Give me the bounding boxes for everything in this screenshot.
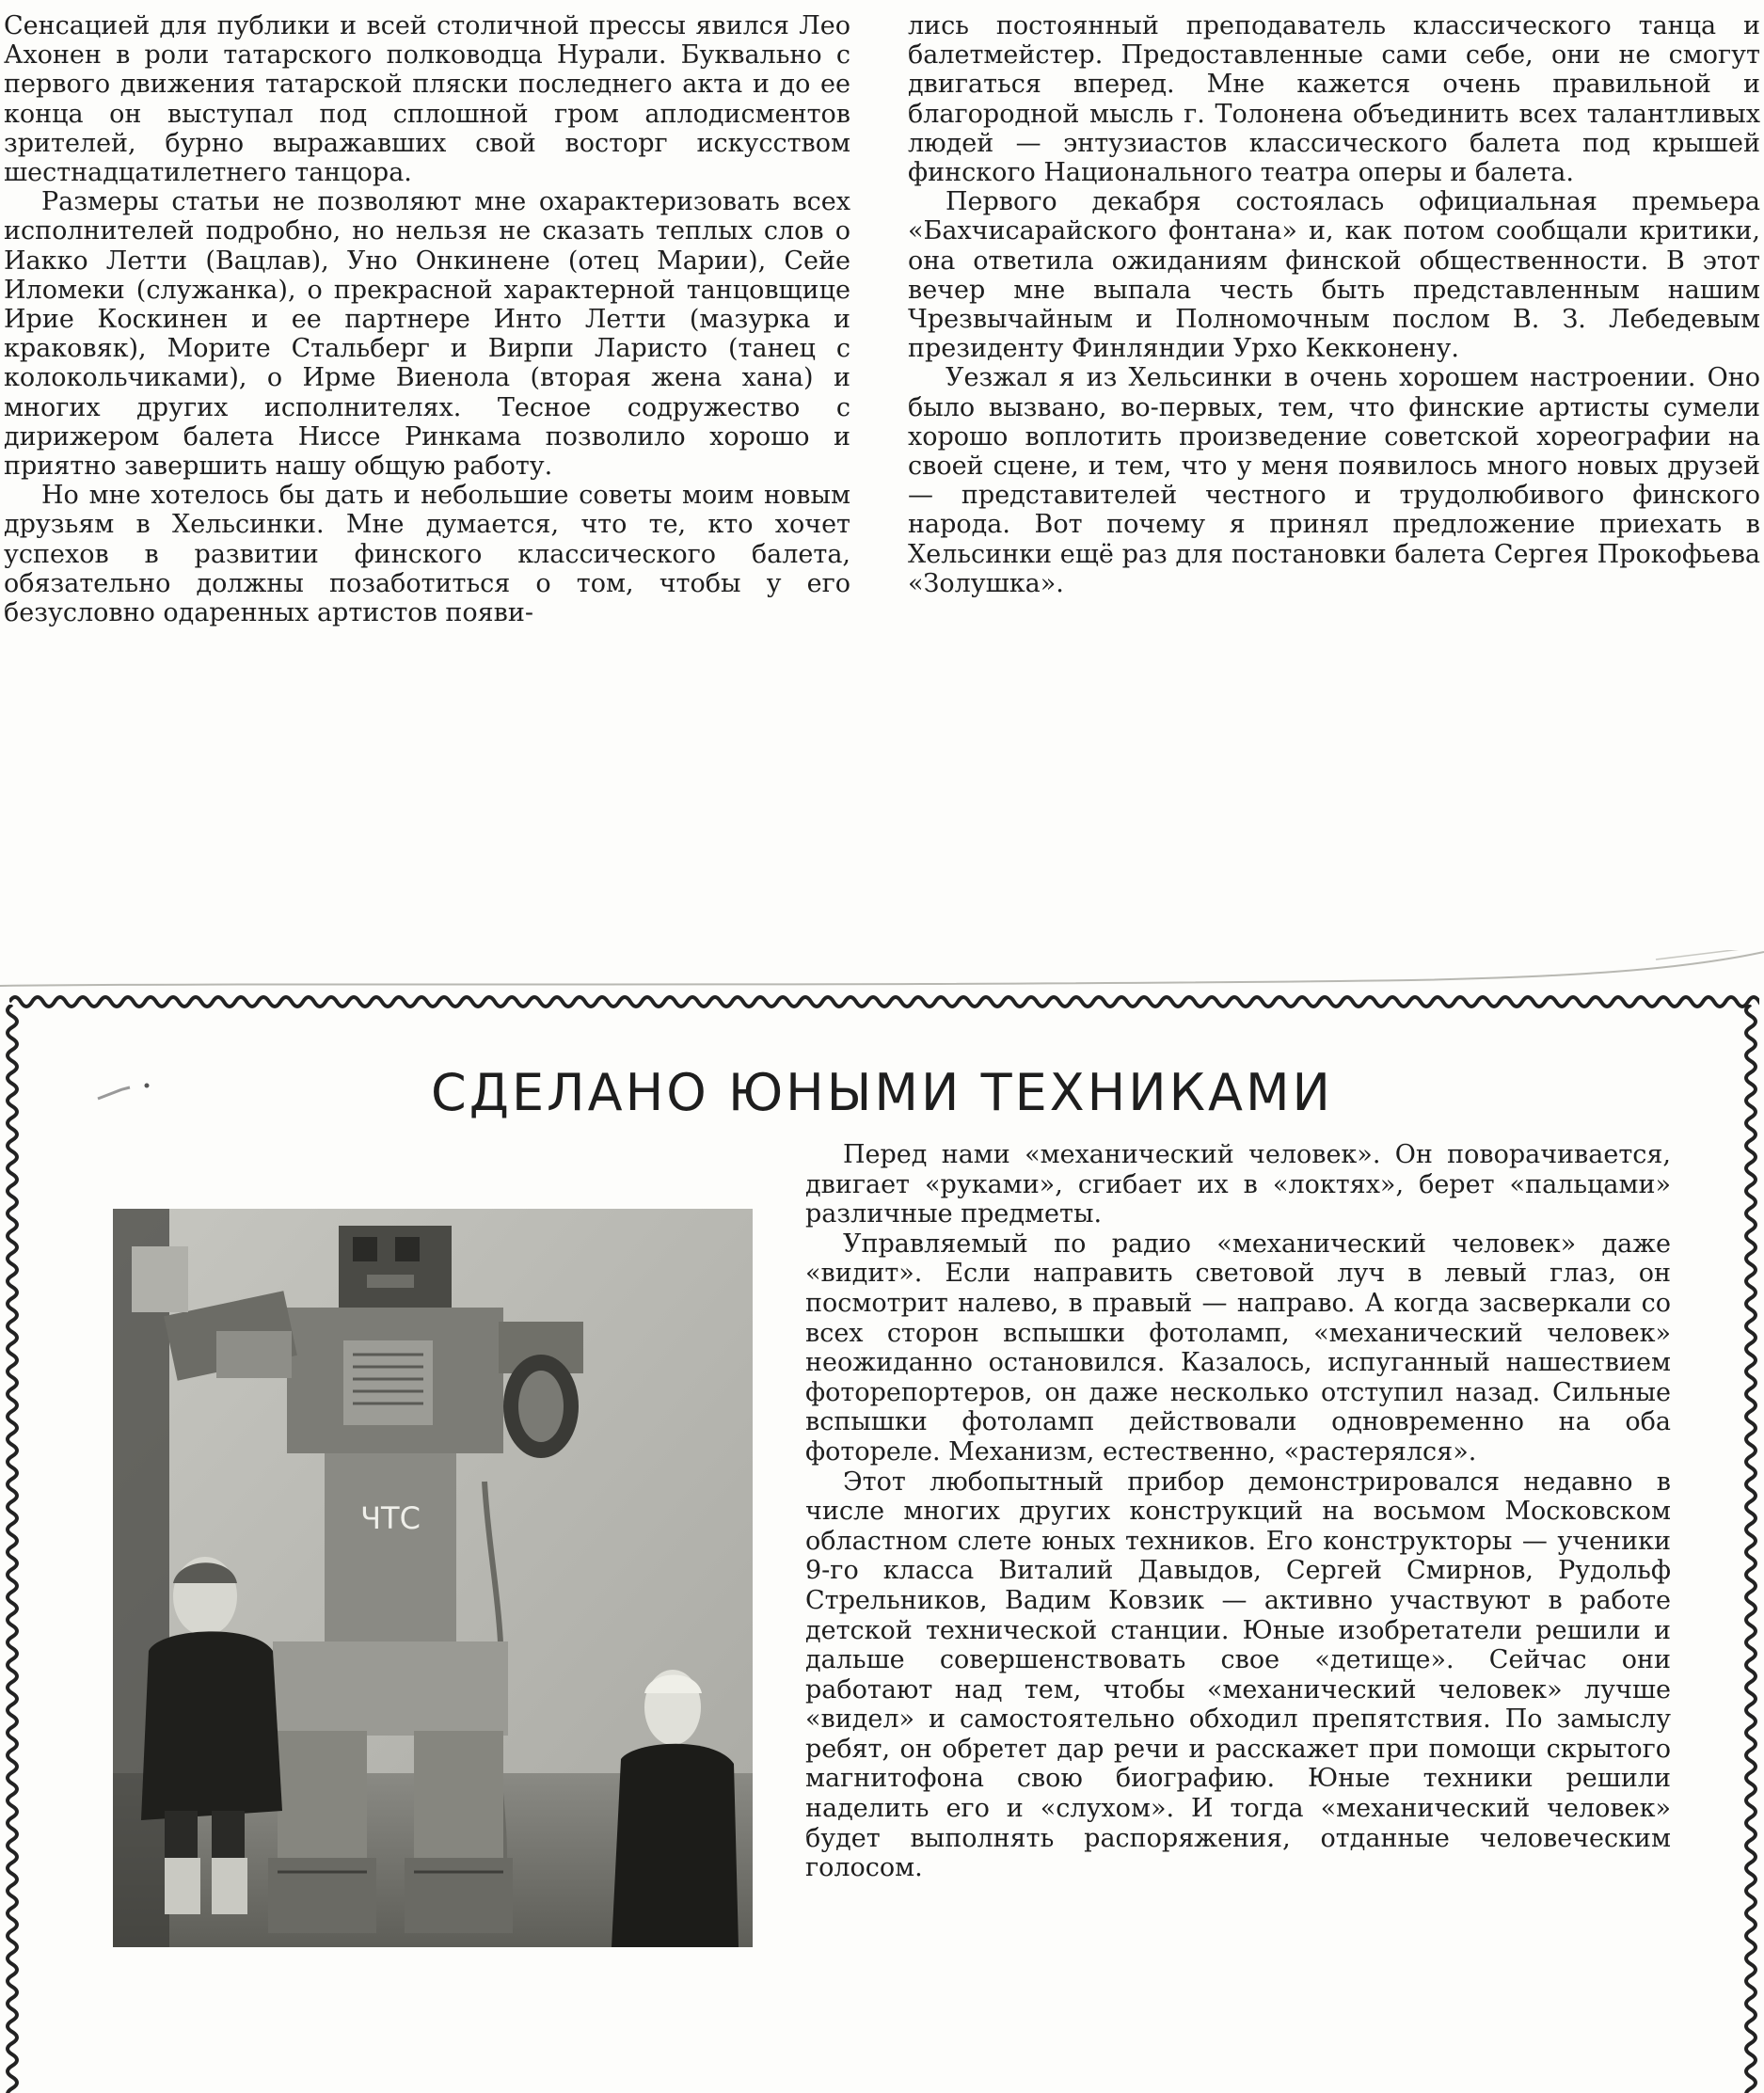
paragraph: Перед нами «механический человек». Он поворачивается, двигает «руками», сгибает их в «локтях», берет «пальцами» различные предметы. <box>805 1140 1671 1229</box>
robot-chest-label: ЧТС <box>360 1500 421 1536</box>
boxed-article-column <box>805 1140 1671 1883</box>
paragraph: Но мне хотелось бы дать и небольшие советы моим новым друзьям в Хельсинки. Мне думается, что те, кто хочет успехов в развитии финского классического балета, обязательно должны позаботиться о том, чтобы у его безусловно одаренных артистов появи- <box>4 481 850 628</box>
paragraph: Управляемый по радио «механический человек» даже «видит». Если направить световой луч в левый глаз, он посмотрит налево, в правый — направо. А когда засверкали со всех сторон вспышки фотоламп, «механический человек» неожиданно остановился. Казалось, испуганный нашествием фоторепортеров, он даже несколько отступил назад. Сильные вспышки фотоламп действовали одновременно на оба фотореле. Механизм, естественно, «растерялся». <box>805 1229 1671 1467</box>
paragraph: Уезжал я из Хельсинки в очень хорошем настроении. Оно было вызвано, во-первых, тем, что финские артисты сумели хорошо воплотить произведение советской хореографии на своей сцене, и тем, что у меня появилось много новых друзей — представителей честного и трудолюбивого финского народа. Вот почему я принял предложение приехать в Хельсинки ещё раз для постановки балета Сергея Прокофьева «Золушка». <box>908 363 1760 598</box>
boxed-article-title: СДЕЛАНО ЮНЫМИ ТЕХНИКАМИ <box>431 1063 1333 1122</box>
ink-speck <box>94 1080 160 1102</box>
paragraph: Сенсацией для публики и всей столичной прессы явился Лео Ахонен в роли татарского полководца Нурали. Буквально с первого движения татарской пляски последнего акта и до ее конца он выступал под сплошной гром аплодисментов зрителей, бурно выражавших свой восторг искусством шестнадцатилетнего танцора. <box>4 11 850 188</box>
wavy-border-right <box>1739 1005 1763 2093</box>
wavy-border-top <box>9 990 1759 1014</box>
paragraph: Этот любопытный прибор демонстрировался недавно в числе многих других конструкций на восьмом Московском областном слете юных техников. Его конструкторы — ученики 9-го класса Виталий Давыдов, Сергей Смирнов, Рудольф Стрельников, Вадим Ковзик — активно участвуют в работе детской технической станции. Юные изобретатели решили и дальше совершенствовать свое «детище». Сейчас они работают над тем, чтобы «механический человек» лучше «видел» и самостоятельно обходил препятствия. По замыслу ребят, он обретет дар речи и расскажет при помощи скрытого магнитофона свою биографию. Юные техники решили наделить его и «слухом». И тогда «механический человек» будет выполнять распоряжения, отданные человеческим голосом. <box>805 1467 1671 1883</box>
paragraph: Размеры статьи не позволяют мне охарактеризовать всех исполнителей подробно, но нельзя не сказать теплых слов о Иакко Летти (Вацлав), Уно Онкинене (отец Марии), Сейе Иломеки (служанка), о прекрасной характерной танцовщице Ирие Коскинен и ее партнере Инто Летти (мазурка и краковяк), Морите Стальберг и Вирпи Ларисто (танец с колокольчиками), о Ирме Виенола (вторая жена хана) и многих других исполнителях. Тесное содружество с дирижером балета Ниссе Ринкама позволило хорошо и приятно завершить нашу общую работу. <box>4 187 850 482</box>
robot-photo-image <box>113 1209 753 1947</box>
paragraph: Первого декабря состоялась официальная премьера «Бахчисарайского фонтана» и, как потом сообщали критики, она ответила ожиданиям финской общественности. В этот вечер мне выпала честь быть представленным нашим Чрезвычайным и Полномочным послом В. З. Лебедевым президенту Финляндии Урхо Кекконену. <box>908 187 1760 364</box>
wavy-border-left <box>0 1005 24 2093</box>
article-right-column <box>908 11 1760 598</box>
article-left-column <box>4 11 850 627</box>
paragraph: лись постоянный преподаватель классического танца и балетмейстер. Предоставленные сами себе, они не смогут двигаться вперед. Мне кажется очень правильной и благородной мысль г. Толонена объединить всех талантливых людей — энтузиастов классического балета под крышей финского Национального театра оперы и балета. <box>908 11 1760 188</box>
robot-photo <box>113 1209 753 1947</box>
